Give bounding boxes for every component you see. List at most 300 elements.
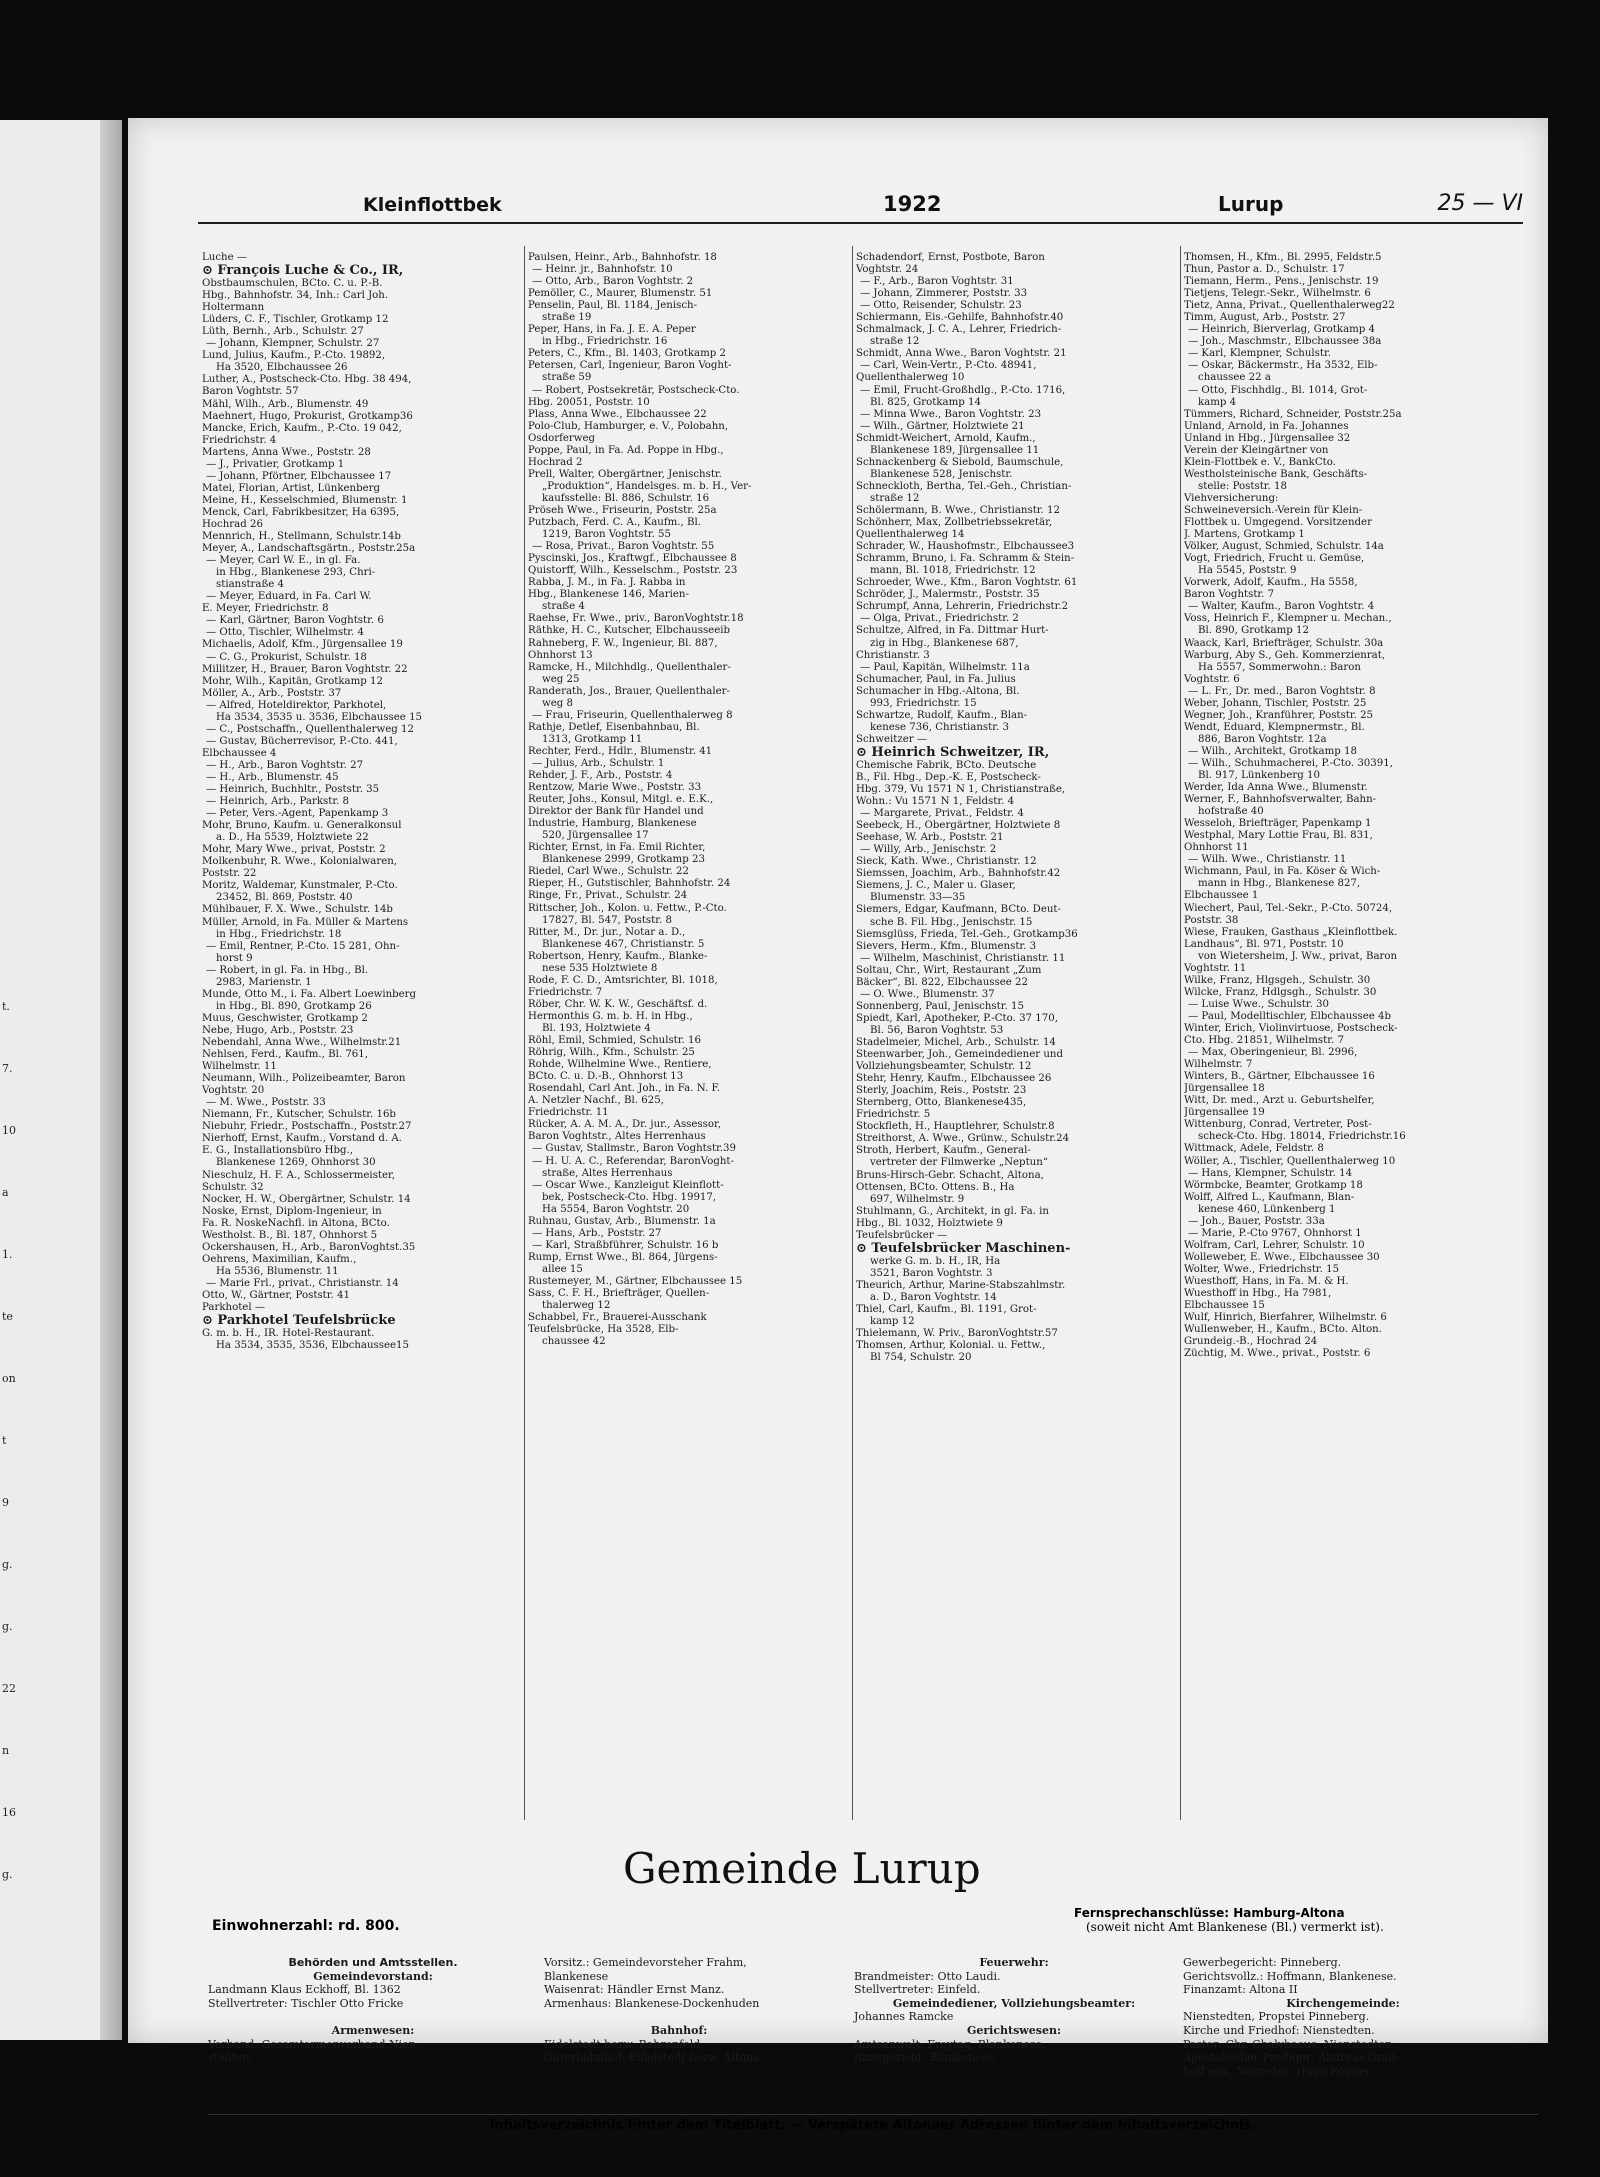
- directory-entry-line: Voghtstr. 24: [856, 264, 919, 276]
- directory-entry-line: vertreter der Filmwerke „Neptun“: [870, 1157, 1049, 1169]
- adjacent-page-text-fragment: 7.: [2, 1062, 13, 1075]
- directory-entry-line: Gerichtsvollz.: Hoffmann, Blankenese.: [1183, 1969, 1397, 1983]
- directory-entry-line: Wullenweber, H., Kaufm., BCto. Alton.: [1184, 1324, 1382, 1336]
- directory-entry-line: Wolter, Wwe., Friedrichstr. 15: [1184, 1263, 1340, 1275]
- directory-entry-line: Mancke, Erich, Kaufm., P.-Cto. 19 042,: [202, 422, 402, 434]
- directory-entry-line: Wilhelmstr. 11: [202, 1061, 277, 1073]
- directory-entry-line: zig in Hbg., Blankenese 687,: [870, 637, 1019, 649]
- directory-entry-line: Stroth, Herbert, Kaufm., General-: [856, 1145, 1031, 1157]
- directory-entry-line: straße 4: [542, 601, 585, 613]
- directory-entry-line: — M. Wwe., Poststr. 33: [206, 1097, 326, 1109]
- directory-entry-line: Millitzer, H., Brauer, Baron Voghtstr. 22: [202, 663, 408, 675]
- directory-entry-line: Bl. 825, Grotkamp 14: [870, 396, 982, 408]
- directory-entry-line: Warburg, Aby S., Geh. Kommerzienrat,: [1184, 649, 1386, 661]
- directory-page: [128, 118, 1548, 2133]
- directory-entry-line: Ringe, Fr., Privat., Schulstr. 24: [528, 890, 688, 902]
- directory-entry-line: Bl. 56, Baron Voghtstr. 53: [870, 1024, 1004, 1036]
- adjacent-page-edge: [0, 120, 122, 2040]
- directory-entry-line: thalerweg 12: [542, 1300, 611, 1312]
- directory-entry-line: Blankenese 2999, Grotkamp 23: [542, 854, 705, 866]
- directory-entry-line: Noske, Ernst, Diplom-Ingenieur, in: [202, 1205, 382, 1217]
- directory-entry-line: Ha 3534, 3535, 3536, Elbchaussee15: [216, 1340, 410, 1352]
- directory-entry-line: — Johann, Pförtner, Elbchaussee 17: [206, 470, 392, 482]
- directory-entry-line: Wohn.: Vu 1571 N 1, Feldstr. 4: [856, 796, 1015, 808]
- directory-entry-line: Ramcke, H., Milchhdlg., Quellenthaler-: [528, 661, 731, 673]
- directory-entry-line: Meyer, A., Landschaftsgärtn., Poststr.25a: [202, 543, 416, 555]
- directory-entry-line: in Hbg., Blankenese 293, Chri-: [216, 567, 376, 579]
- directory-entry-line: Riedel, Carl Wwe., Schulstr. 22: [528, 866, 689, 878]
- page-header: [198, 182, 1523, 224]
- directory-entry-line: Gemeindevorstand:: [313, 1969, 433, 1983]
- directory-entry-line: Hbg. 20051, Poststr. 10: [528, 396, 650, 408]
- directory-entry-line: mann, Bl. 1018, Friedrichstr. 12: [870, 565, 1036, 577]
- directory-entry-line: Ohnhorst 13: [528, 649, 593, 661]
- directory-entry-line: Landhaus“, Bl. 971, Poststr. 10: [1184, 938, 1344, 950]
- directory-entry-line: Voghtstr. 11: [1184, 962, 1247, 974]
- directory-entry-line: Muus, Geschwister, Grotkamp 2: [202, 1012, 368, 1024]
- directory-entry-line: Werder, Ida Anna Wwe., Blumenstr.: [1184, 782, 1368, 794]
- directory-entry-line: Schölermann, B. Wwe., Christianstr. 12: [856, 504, 1060, 516]
- directory-entry-line: Blankenese 467, Christianstr. 5: [542, 938, 705, 950]
- directory-entry-line: E. Meyer, Friedrichstr. 8: [202, 603, 329, 615]
- directory-entry-line: Mähl, Wilh., Arb., Blumenstr. 49: [202, 398, 369, 410]
- directory-entry-line: weg 25: [542, 673, 580, 685]
- directory-entry-line: Matei, Florian, Artist, Lünkenberg: [202, 482, 381, 494]
- directory-entry-line: Thiel, Carl, Kaufm., Bl. 1191, Grot-: [856, 1303, 1037, 1315]
- directory-entry-line: Ruhnau, Gustav, Arb., Blumenstr. 1a: [528, 1215, 716, 1227]
- directory-entry-line: Winters, B., Gärtner, Elbchaussee 16: [1184, 1071, 1375, 1083]
- directory-entry-line: Luther, A., Postscheck-Cto. Hbg. 38 494,: [202, 374, 412, 386]
- directory-entry-line: Schweineversich.-Verein für Klein-: [1184, 504, 1363, 516]
- directory-entry-line: Pemöller, C., Maurer, Blumenstr. 51: [528, 288, 713, 300]
- directory-column-1: [202, 252, 520, 1352]
- directory-entry-line: Rücker, A. A. M. A., Dr. jur., Assessor,: [528, 1119, 722, 1131]
- directory-entry-line: Röhl, Emil, Schmied, Schulstr. 16: [528, 1035, 701, 1047]
- directory-entry-line: hoff sen., Vertreter: Hugo Rögner.: [1183, 2064, 1373, 2078]
- directory-entry-line: Schrumpf, Anna, Lehrerin, Friedrichstr.2: [856, 601, 1069, 613]
- directory-entry-line: Westphal, Mary Lottie Frau, Bl. 831,: [1184, 830, 1373, 842]
- directory-entry-line: 17827, Bl. 547, Poststr. 8: [542, 914, 672, 926]
- directory-entry-line: Schiermann, Eis.-Gehilfe, Bahnhofstr.40: [856, 312, 1064, 324]
- population-count: Einwohnerzahl: rd. 800.: [212, 1918, 400, 1934]
- directory-entry-line: Soltau, Chr., Wirt, Restaurant „Zum: [856, 964, 1042, 976]
- directory-entry-line: Wolleweber, E. Wwe., Elbchaussee 30: [1184, 1251, 1380, 1263]
- directory-entry-line: 886, Baron Voghtstr. 12a: [1198, 733, 1327, 745]
- directory-entry-line: Niebuhr, Friedr., Postschaffn., Poststr.27: [202, 1121, 412, 1133]
- directory-entry-line: Wiechert, Paul, Tel.-Sekr., P.-Cto. 50724,: [1184, 902, 1393, 914]
- directory-entry-line: — Otto, Tischler, Wilhelmstr. 4: [206, 627, 364, 639]
- directory-entry-line: Wuesthoff, Hans, in Fa. M. & H.: [1184, 1275, 1349, 1287]
- header-year: 1922: [883, 192, 942, 216]
- directory-entry-line: Röber, Chr. W. K. W., Geschäftsf. d.: [528, 998, 708, 1010]
- directory-entry-line: Rentzow, Marie Wwe., Poststr. 33: [528, 782, 702, 794]
- directory-entry-line: Ha 3520, Elbchaussee 26: [216, 362, 348, 374]
- directory-entry-line: Wilke, Franz, Hlgsgeh., Schulstr. 30: [1184, 974, 1371, 986]
- directory-entry-line: Westholsteinische Bank, Geschäfts-: [1184, 468, 1368, 480]
- directory-entry-line: Armenwesen:: [331, 2023, 415, 2037]
- directory-entry-line: Osdorferweg: [528, 432, 596, 444]
- directory-entry-line: Unland, Arnold, in Fa. Johannes: [1184, 420, 1349, 432]
- directory-entry-line: — Joh., Bauer, Poststr. 33a: [1188, 1215, 1325, 1227]
- directory-entry-line: — L. Fr., Dr. med., Baron Voghtstr. 8: [1188, 685, 1376, 697]
- directory-entry-line: ⊙ Teufelsbrücker Maschinen-: [856, 1241, 1071, 1256]
- directory-entry-line: Ockershausen, H., Arb., BaronVoghtst.35: [202, 1241, 416, 1253]
- directory-entry-line: hofstraße 40: [1198, 806, 1264, 818]
- directory-entry-line: Thomsen, H., Kfm., Bl. 2995, Feldstr.5: [1184, 252, 1382, 263]
- directory-entry-line: Schweitzer —: [856, 733, 928, 745]
- adjacent-page-text-fragment: te: [2, 1310, 13, 1323]
- directory-entry-line: Eidelstedt bezw. Bahrenfeld.: [544, 2037, 704, 2051]
- directory-entry-line: — Olga, Privat., Friedrichstr. 2: [860, 613, 1019, 625]
- directory-entry-line: — Paul, Modelltischler, Elbchaussee 4b: [1188, 1010, 1392, 1022]
- directory-entry-line: Plass, Anna Wwe., Elbchaussee 22: [528, 408, 707, 420]
- directory-entry-line: Apostolischer Prediger: Andreas Graß-: [1183, 2051, 1400, 2065]
- directory-entry-line: — Heinrich, Bierverlag, Grotkamp 4: [1188, 324, 1376, 336]
- directory-entry-line: Thomsen, Arthur, Kolonial. u. Fettw.,: [856, 1340, 1046, 1352]
- directory-entry-line: Flottbek u. Umgegend. Vorsitzender: [1184, 517, 1372, 529]
- directory-entry-line: Nebendahl, Anna Wwe., Wilhelmstr.21: [202, 1037, 402, 1048]
- directory-entry-line: Schwartze, Rudolf, Kaufm., Blan-: [856, 709, 1028, 721]
- directory-entry-line: mann in Hbg., Blankenese 827,: [1198, 878, 1361, 890]
- directory-entry-line: bek, Postscheck-Cto. Hbg. 19917,: [542, 1191, 717, 1203]
- directory-entry-line: — C. G., Prokurist, Schulstr. 18: [206, 651, 367, 663]
- directory-entry-line: Rump, Ernst Wwe., Bl. 864, Jürgens-: [528, 1251, 718, 1263]
- directory-entry-line: stelle: Poststr. 18: [1198, 480, 1287, 492]
- directory-entry-line: Sternberg, Otto, Blankenese435,: [856, 1097, 1027, 1109]
- directory-entry-line: Werner, F., Bahnhofsverwalter, Bahn-: [1184, 794, 1377, 806]
- directory-entry-line: A. Netzler Nachf., Bl. 625,: [528, 1095, 664, 1107]
- directory-entry-line: — Marie, P.-Cto 9767, Ohnhorst 1: [1188, 1227, 1362, 1239]
- directory-entry-line: Voghtstr. 20: [202, 1085, 265, 1097]
- directory-entry-line: Lüth, Bernh., Arb., Schulstr. 27: [202, 326, 364, 338]
- directory-entry-line: Schramm, Bruno, i. Fa. Schramm & Stein-: [856, 553, 1075, 565]
- directory-entry-line: straße 12: [870, 336, 920, 348]
- directory-entry-line: Tümmers, Richard, Schneider, Poststr.25a: [1184, 408, 1402, 420]
- directory-entry-line: Bl. 890, Grotkamp 12: [1198, 625, 1310, 637]
- directory-entry-line: — O. Wwe., Blumenstr. 37: [860, 988, 995, 1000]
- directory-entry-line: Elbchaussee 1: [1184, 890, 1259, 902]
- directory-entry-line: Räthke, H. C., Kutscher, Elbchausseeib: [528, 625, 731, 637]
- directory-entry-line: straße 59: [542, 372, 592, 384]
- directory-entry-line: Siemsglüss, Frieda, Tel.-Geh., Grotkamp36: [856, 928, 1078, 940]
- directory-entry-line: Sieck, Kath. Wwe., Christianstr. 12: [856, 856, 1037, 868]
- directory-entry-line: Schroeder, Wwe., Kfm., Baron Voghtstr. 61: [856, 577, 1078, 589]
- directory-entry-line: Neumann, Wilh., Polizeibeamter, Baron: [202, 1073, 406, 1085]
- directory-entry-line: ⊙ Heinrich Schweitzer, IR,: [856, 745, 1050, 760]
- directory-entry-line: Stellvertreter: Einfeld.: [854, 1983, 981, 1997]
- directory-entry-line: Parkhotel —: [202, 1302, 266, 1314]
- directory-entry-line: Nehlsen, Ferd., Kaufm., Bl. 761,: [202, 1049, 368, 1061]
- directory-entry-line: Vogt, Friedrich, Frucht u. Gemüse,: [1184, 553, 1365, 565]
- directory-entry-line: Elbchaussee 15: [1184, 1300, 1265, 1312]
- directory-entry-line: — Otto, Fischhdlg., Bl. 1014, Grot-: [1188, 384, 1368, 396]
- authorities-column-1: [208, 1956, 538, 2065]
- directory-entry-line: Hermonthis G. m. b. H. in Hbg.,: [528, 1010, 693, 1022]
- directory-entry-line: Gemeindediener, Vollziehungsbeamter:: [892, 1996, 1136, 2010]
- directory-column-2: [528, 252, 846, 1348]
- directory-entry-line: Gewerbegericht: Pinneberg.: [1183, 1956, 1342, 1969]
- directory-entry-line: Blankenese: [544, 1969, 609, 1983]
- directory-entry-line: Wichmann, Paul, in Fa. Köser & Wich-: [1184, 866, 1381, 878]
- lurup-section-title: Gemeinde Lurup: [623, 1844, 981, 1893]
- directory-entry-line: Voghtstr. 6: [1184, 673, 1240, 685]
- directory-entry-line: Molkenbuhr, R. Wwe., Kolonialwaren,: [202, 856, 398, 868]
- directory-entry-line: Christianstr. 3: [856, 649, 930, 661]
- directory-entry-line: Klein-Flottbek e. V., BankCto.: [1184, 456, 1336, 468]
- directory-entry-line: Bahnhof:: [650, 2023, 708, 2037]
- directory-entry-line: — Karl, Gärtner, Baron Voghtstr. 6: [206, 615, 384, 627]
- directory-entry-line: Nebe, Hugo, Arb., Poststr. 23: [202, 1024, 354, 1036]
- directory-entry-line: Otto, W., Gärtner, Poststr. 41: [202, 1289, 350, 1301]
- directory-entry-line: in Hbg., Bl. 890, Grotkamp 26: [216, 1000, 372, 1012]
- directory-entry-line: Fa. R. NoskeNachfl. in Altona, BCto.: [202, 1217, 390, 1229]
- directory-entry-line: — Hans, Klempner, Schulstr. 14: [1188, 1167, 1353, 1179]
- directory-entry-line: Armenhaus: Blankenese-Dockenhuden: [544, 1996, 760, 2010]
- directory-entry-line: Quellenthalerweg 10: [856, 372, 965, 384]
- directory-entry-line: Michaelis, Adolf, Kfm., Jürgensallee 19: [202, 639, 403, 651]
- directory-entry-line: Ha 5545, Poststr. 9: [1198, 565, 1297, 577]
- directory-entry-line: Bl 754, Schulstr. 20: [870, 1352, 972, 1364]
- adjacent-page-text-fragment: 16: [2, 1806, 16, 1819]
- directory-entry-line: Hbg., Blankenese 146, Marien-: [528, 589, 689, 601]
- directory-entry-line: Polo-Club, Hamburger, e. V., Polobahn,: [528, 420, 729, 432]
- directory-entry-line: Verband: Gesamtarmenverband Nien-: [208, 2037, 420, 2051]
- directory-entry-line: Ha 5554, Baron Voghtstr. 20: [542, 1203, 690, 1215]
- directory-entry-line: Moritz, Waldemar, Kunstmaler, P.-Cto.: [202, 880, 398, 892]
- adjacent-page-text-fragment: 9: [2, 1496, 9, 1509]
- directory-entry-line: Nieschulz, H. F. A., Schlossermeister,: [202, 1169, 396, 1181]
- directory-entry-line: — Otto, Reisender, Schulstr. 23: [860, 300, 1022, 312]
- directory-entry-line: Siemers, Edgar, Kaufmann, BCto. Deut-: [856, 904, 1061, 916]
- directory-entry-line: kaufsstelle: Bl. 886, Schulstr. 16: [542, 492, 710, 504]
- directory-entry-line: Westholst. B., Bl. 187, Ohnhorst 5: [202, 1229, 378, 1241]
- directory-entry-line: Rittscher, Joh., Kolon. u. Fettw., P.-Cto.: [528, 902, 727, 914]
- directory-entry-line: horst 9: [216, 952, 253, 964]
- directory-entry-line: — C., Postschaffn., Quellenthalerweg 12: [206, 723, 414, 735]
- directory-entry-line: Vorwerk, Adolf, Kaufm., Ha 5558,: [1184, 577, 1358, 589]
- directory-entry-line: Rustemeyer, M., Gärtner, Elbchaussee 15: [528, 1275, 743, 1287]
- directory-entry-line: Wittmack, Adele, Feldstr. 8: [1184, 1143, 1324, 1155]
- directory-entry-line: Wilhelmstr. 7: [1184, 1059, 1253, 1071]
- directory-entry-line: Witt, Dr. med., Arzt u. Geburtshelfer,: [1184, 1095, 1375, 1107]
- adjacent-page-text-fragment: 10: [2, 1124, 16, 1137]
- directory-entry-line: Rieper, H., Gutstischler, Bahnhofstr. 24: [528, 878, 731, 890]
- directory-entry-line: kamp 12: [870, 1316, 915, 1328]
- directory-entry-line: Steenwarber, Joh., Gemeindediener und: [856, 1049, 1064, 1061]
- directory-entry-line: — Robert, Postsekretär, Postscheck-Cto.: [532, 384, 740, 396]
- directory-entry-line: Gerichtswesen:: [966, 2023, 1062, 2037]
- directory-entry-line: — Heinr. jr., Bahnhofstr. 10: [532, 264, 673, 276]
- directory-entry-line: Vorsitz.: Gemeindevorsteher Frahm,: [544, 1956, 747, 1969]
- directory-entry-line: Baron Voghtstr. 7: [1184, 589, 1275, 601]
- directory-entry-line: Ottensen, BCto. Ottens. B., Ha: [856, 1181, 1015, 1193]
- directory-entry-line: Friedrichstr. 4: [202, 434, 277, 446]
- directory-entry-line: Friedrichstr. 5: [856, 1109, 931, 1121]
- directory-entry-line: Blumenstr. 33—35: [870, 892, 966, 904]
- directory-entry-line: Meine, H., Kesselschmied, Blumenstr. 1: [202, 494, 408, 506]
- directory-entry-line: — Robert, in gl. Fa. in Hbg., Bl.: [206, 964, 369, 976]
- directory-entry-line: Waisenrat: Händler Ernst Manz.: [544, 1983, 725, 1997]
- telephone-note-text: (soweit nicht Amt Blankenese (Bl.) vermerkt ist).: [1086, 1920, 1384, 1934]
- directory-entry-line: Schabbel, Fr., Brauerei-Ausschank: [528, 1312, 707, 1324]
- directory-entry-line: Amtsanwalt: Freytag, Blankenese.: [854, 2037, 1046, 2051]
- directory-entry-line: ⊙ François Luche & Co., IR,: [202, 264, 404, 279]
- directory-entry-line: Pastor: Chr. Chalybaeus, Nienstedten.: [1183, 2037, 1396, 2051]
- directory-entry-line: Schumacher, Paul, in Fa. Julius: [856, 673, 1016, 685]
- directory-entry-line: Wittenburg, Conrad, Vertreter, Post-: [1184, 1119, 1372, 1131]
- directory-entry-line: — Paul, Kapitän, Wilhelmstr. 11a: [860, 661, 1030, 673]
- directory-entry-line: a. D., Baron Voghtstr. 14: [870, 1291, 997, 1303]
- directory-entry-line: Stuhlmann, G., Architekt, in gl. Fa. in: [856, 1205, 1049, 1217]
- directory-entry-line: Schröder, J., Malermstr., Poststr. 35: [856, 589, 1040, 601]
- directory-entry-line: — Wilh., Architekt, Grotkamp 18: [1188, 745, 1357, 757]
- directory-entry-line: — Johann, Zimmerer, Poststr. 33: [860, 288, 1028, 300]
- directory-entry-line: — J., Privatier, Grotkamp 1: [206, 458, 345, 470]
- directory-entry-line: Rabba, J. M., in Fa. J. Rabba in: [528, 577, 686, 589]
- directory-column-3: [856, 252, 1174, 1364]
- directory-entry-line: Kirchengemeinde:: [1286, 1996, 1400, 2010]
- directory-entry-line: — Carl, Wein-Vertr., P.-Cto. 48941,: [860, 360, 1037, 372]
- directory-entry-line: Mohr, Wilh., Kapitän, Grotkamp 12: [202, 675, 383, 687]
- directory-entry-line: Ha 3534, 3535 u. 3536, Elbchaussee 15: [216, 711, 423, 723]
- directory-entry-line: Ritter, M., Dr. jur., Notar a. D.,: [528, 926, 686, 938]
- directory-entry-line: Prell, Walter, Obergärtner, Jenischstr.: [528, 468, 722, 480]
- directory-entry-line: ⊙ Parkhotel Teufelsbrücke: [202, 1314, 396, 1329]
- footer-rule: [208, 2114, 1538, 2115]
- directory-entry-line: — H. U. A. C., Referendar, BaronVoght-: [532, 1155, 734, 1167]
- directory-entry-line: Blankenese 528, Jenischstr.: [870, 468, 1013, 480]
- directory-entry-line: Chemische Fabrik, BCto. Deutsche: [856, 759, 1037, 771]
- directory-entry-line: Schneckloth, Bertha, Tel.-Geh., Christian-: [856, 480, 1072, 492]
- directory-entry-line: „Produktion“, Handelsges. m. b. H., Ver-: [542, 480, 752, 492]
- directory-entry-line: Wulf, Hinrich, Bierfahrer, Wilhelmstr. 6: [1184, 1312, 1387, 1324]
- directory-entry-line: Luche —: [202, 252, 248, 263]
- directory-entry-line: Rode, F. C. D., Amtsrichter, Bl. 1018,: [528, 974, 718, 986]
- directory-entry-line: Güterbahnhof: Eidelstedt bezw. Altona.: [544, 2051, 764, 2065]
- directory-entry-line: — Heinrich, Buchhltr., Poststr. 35: [206, 784, 380, 796]
- authorities-column-3: [854, 1956, 1174, 2065]
- directory-entry-line: straße, Altes Herrenhaus: [542, 1167, 673, 1179]
- directory-entry-line: — Otto, Arb., Baron Voghtstr. 2: [532, 276, 694, 288]
- directory-entry-line: 993, Friedrichstr. 15: [870, 697, 977, 709]
- directory-entry-line: Brandmeister: Otto Laudi.: [854, 1969, 1001, 1983]
- directory-entry-line: — Gustav, Bücherrevisor, P.-Cto. 441,: [206, 735, 398, 747]
- directory-entry-line: Hbg., Bahnhofstr. 34, Inh.: Carl Joh.: [202, 290, 389, 302]
- directory-entry-line: Wiese, Frauken, Gasthaus „Kleinflottbek.: [1184, 926, 1398, 938]
- directory-entry-line: Penselin, Paul, Bl. 1184, Jenisch-: [528, 300, 698, 312]
- directory-entry-line: Friedrichstr. 7: [528, 986, 603, 998]
- directory-entry-line: Wegner, Joh., Kranführer, Poststr. 25: [1184, 709, 1374, 721]
- directory-entry-line: — Joh., Maschmstr., Elbchaussee 38a: [1188, 336, 1382, 348]
- directory-entry-line: Ha 5557, Sommerwohn.: Baron: [1198, 661, 1361, 673]
- directory-entry-line: Pyscinski, Jos., Kraftwgf., Elbchaussee 8: [528, 553, 737, 565]
- directory-entry-line: Rathje, Detlef, Eisenbahnbau, Bl.: [528, 721, 700, 733]
- directory-entry-line: Mohr, Mary Wwe., privat, Poststr. 2: [202, 844, 386, 856]
- directory-entry-line: Mennrich, H., Stellmann, Schulstr.14b: [202, 531, 401, 543]
- directory-entry-line: [208, 2010, 538, 2024]
- directory-entry-line: allee 15: [542, 1263, 583, 1275]
- directory-entry-line: — Marie Frl., privat., Christianstr. 14: [206, 1277, 399, 1289]
- adjacent-page-text-fragment: g.: [2, 1620, 13, 1633]
- directory-entry-line: — Johann, Klempner, Schulstr. 27: [206, 338, 380, 350]
- directory-entry-line: chaussee 42: [542, 1336, 606, 1348]
- directory-entry-line: Seehase, W. Arb., Poststr. 21: [856, 832, 1004, 844]
- adjacent-page-text-fragment: g.: [2, 1558, 13, 1571]
- directory-entry-line: Stadelmeier, Michel, Arb., Schulstr. 14: [856, 1037, 1056, 1048]
- directory-entry-line: Friedrichstr. 11: [528, 1107, 609, 1119]
- directory-entry-line: — Minna Wwe., Baron Voghtstr. 23: [860, 408, 1042, 420]
- directory-entry-line: werke G. m. b. H., IR, Ha: [870, 1255, 1001, 1267]
- directory-entry-line: Nienstedten, Propstei Pinneberg.: [1183, 2010, 1370, 2024]
- directory-entry-line: Wörmbcke, Beamter, Grotkamp 18: [1184, 1179, 1363, 1191]
- directory-entry-line: Obstbaumschulen, BCto. C. u. P.-B.: [202, 278, 383, 290]
- directory-entry-line: Hbg. 379, Vu 1571 N 1, Christianstraße,: [856, 784, 1066, 796]
- directory-entry-line: Paulsen, Heinr., Arb., Bahnhofstr. 18: [528, 252, 717, 263]
- directory-entry-line: Seebeck, H., Obergärtner, Holztwiete 8: [856, 820, 1061, 832]
- adjacent-page-text-fragment: t.: [2, 1000, 10, 1013]
- directory-entry-line: Blankenese 1269, Ohnhorst 30: [216, 1157, 376, 1169]
- directory-entry-line: — Rosa, Privat., Baron Voghtstr. 55: [532, 541, 715, 553]
- directory-entry-line: Wöller, A., Tischler, Quellenthalerweg 10: [1184, 1155, 1396, 1167]
- directory-entry-line: kamp 4: [1198, 396, 1237, 408]
- directory-entry-line: Theurich, Arthur, Marine-Stabszahlmstr.: [856, 1279, 1066, 1291]
- directory-entry-line: Richter, Ernst, in Fa. Emil Richter,: [528, 842, 706, 854]
- directory-entry-line: Waack, Karl, Briefträger, Schulstr. 30a: [1184, 637, 1384, 649]
- adjacent-page-text-fragment: t: [2, 1434, 7, 1447]
- directory-entry-line: Munde, Otto M., i. Fa. Albert Loewinberg: [202, 988, 417, 1000]
- page-number: 25 — VI: [1437, 191, 1523, 216]
- directory-entry-line: Ha 5536, Blumenstr. 11: [216, 1265, 339, 1277]
- directory-entry-line: Peters, C., Kfm., Bl. 1403, Grotkamp 2: [528, 348, 727, 360]
- directory-entry-line: Spiedt, Karl, Apotheker, P.-Cto. 37 170,: [856, 1012, 1058, 1024]
- directory-entry-line: 1219, Baron Voghtstr. 55: [542, 529, 672, 541]
- directory-entry-line: Mühlbauer, F. X. Wwe., Schulstr. 14b: [202, 904, 393, 916]
- directory-entry-line: stianstraße 4: [216, 579, 285, 591]
- directory-entry-line: J. Martens, Grotkamp 1: [1184, 529, 1305, 541]
- directory-entry-line: Nocker, H. W., Obergärtner, Schulstr. 14: [202, 1193, 411, 1205]
- directory-entry-line: Timm, August, Arb., Poststr. 27: [1184, 312, 1346, 324]
- directory-entry-line: Thun, Pastor a. D., Schulstr. 17: [1184, 264, 1345, 276]
- directory-entry-line: — Emil, Frucht-Großhdlg., P.-Cto. 1716,: [860, 384, 1066, 396]
- directory-entry-line: Finanzamt: Altona II: [1183, 1983, 1298, 1997]
- directory-entry-line: — Meyer, Carl W. E., in gl. Fa.: [206, 555, 361, 567]
- directory-entry-line: straße 12: [870, 492, 920, 504]
- directory-entry-line: Pröseh Wwe., Friseurin, Poststr. 25a: [528, 504, 717, 516]
- directory-entry-line: — F., Arb., Baron Voghtstr. 31: [860, 276, 1014, 288]
- header-locality-lurup: Lurup: [1218, 192, 1284, 216]
- directory-entry-line: — Wilhelm, Maschinist, Christianstr. 11: [860, 952, 1066, 964]
- directory-entry-line: weg 8: [542, 697, 573, 709]
- directory-entry-line: Möller, A., Arb., Poststr. 37: [202, 687, 342, 699]
- directory-entry-line: 2983, Marienstr. 1: [216, 976, 312, 988]
- directory-entry-line: Baron Voghtstr., Altes Herrenhaus: [528, 1131, 706, 1143]
- directory-entry-line: — Max, Oberingenieur, Bl. 2996,: [1188, 1047, 1358, 1059]
- directory-entry-line: Verein der Kleingärtner von: [1184, 444, 1329, 456]
- directory-entry-line: Wilcke, Franz, Hdlgsgh., Schulstr. 30: [1184, 986, 1377, 998]
- directory-entry-line: — Heinrich, Arb., Parkstr. 8: [206, 796, 350, 808]
- directory-entry-line: Baron Voghtstr. 57: [202, 386, 299, 398]
- directory-entry-line: Ohnhorst 11: [1184, 842, 1249, 854]
- directory-entry-line: — Frau, Friseurin, Quellenthalerweg 8: [532, 709, 733, 721]
- directory-entry-line: — Julius, Arb., Schulstr. 1: [532, 757, 665, 769]
- directory-entry-line: stedten.: [208, 2051, 254, 2065]
- directory-entry-line: Kirche und Friedhof: Nienstedten.: [1183, 2023, 1375, 2037]
- directory-entry-line: Poppe, Paul, in Fa. Ad. Poppe in Hbg.,: [528, 444, 724, 456]
- directory-entry-line: — Walter, Kaufm., Baron Voghtstr. 4: [1188, 601, 1375, 613]
- directory-entry-line: Raehse, Fr. Wwe., priv., BaronVoghtstr.18: [528, 613, 744, 625]
- directory-entry-line: Tietz, Anna, Privat., Quellenthalerweg22: [1184, 300, 1395, 312]
- directory-entry-line: Wesseloh, Briefträger, Papenkamp 1: [1184, 818, 1372, 830]
